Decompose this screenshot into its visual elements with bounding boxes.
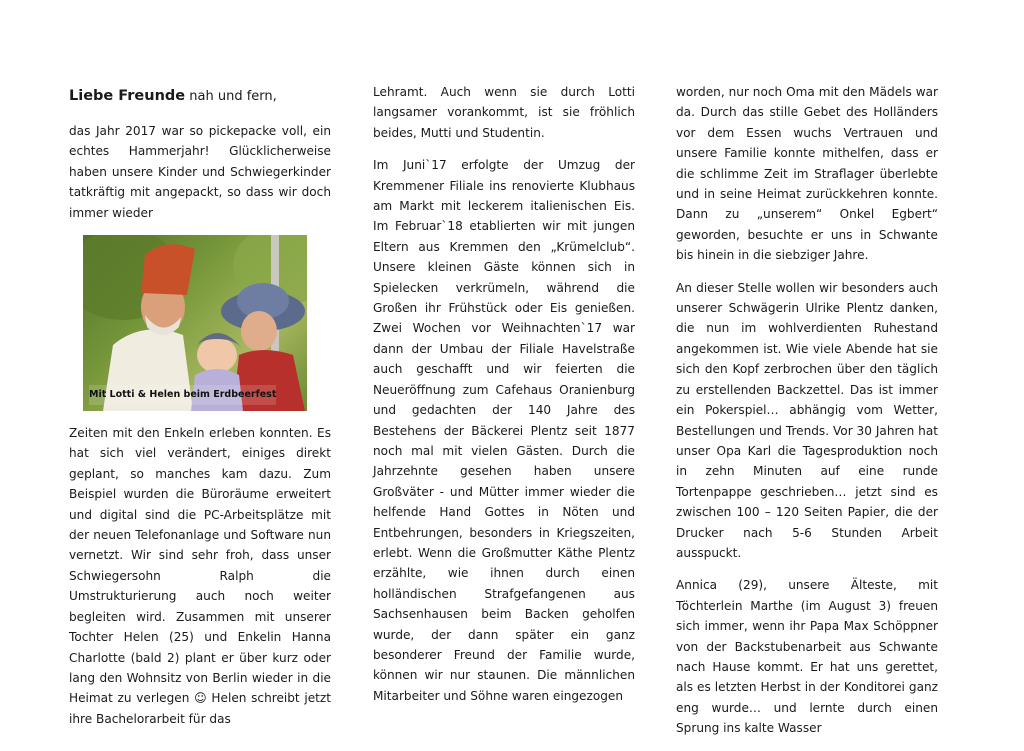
col1-paragraph-2 — [69, 423, 331, 729]
column-2 — [373, 82, 635, 718]
column-1 — [69, 84, 331, 741]
col3-paragraph-1: worden, nur noch Oma mit den Mädels war da. Durch das stille Gebet des Holländers vor dem Essen wuchs Vertrauen und unsere Familie konnte mithelfen, dass er die schlimme Zeit im Straflager überlebte und in seine Heimat zurückkehren konnte. Dann zu „unserem“ Onkel Egbert“ geworden, besuchte er uns in Schwante bis hinein in die siebziger Jahre. — [676, 85, 938, 263]
col3-paragraph-2: An dieser Stelle wollen wir besonders auch unserer Schwägerin Ulrike Plentz danken, die nun im wohlverdienten Ruhestand angekommen ist. Wie viele Abende hat sie sich den Kopf zerbrochen über den täglich zu erstellenden Backzettel. Das ist immer ein Pokerspiel… abhängig vom Wetter, Bestellungen und Trends. Vor 30 Jahren hat unser Opa Karl die Tagesproduktion noch in zehn Minuten auf eine runde Tortenpappe geschrieben… jetzt sind es zwischen 100 – 120 Seiten Papier, die der Drucker nach 5-6 Stunden Arbeit ausspuckt. — [676, 280, 938, 560]
col2-paragraph-1: Lehramt. Auch wenn sie durch Lotti langsamer vorankommt, ist sie fröhlich beides, Mutti und Studentin. — [373, 85, 635, 140]
greeting-rest: nah und fern, — [185, 89, 277, 104]
col1-paragraph-1: das Jahr 2017 war so pickepacke voll, ein echtes Hammerjahr! Glücklicherweise haben unsere Kinder und Schwiegerkinder tatkräftig mit angepackt, so dass wir doch immer wieder — [69, 124, 331, 220]
col3-paragraph-3: Annica (29), unsere Älteste, mit Töchterlein Marthe (im August 3) freuen sich immer, wenn ihr Papa Max Schöppner von der Backstubenarbeit aus Schwante nach Hause kommt. Er hat uns gerettet, als es letzten Herbst in der Konditorei ganz eng wurde… und lernte durch einen Sprung ins kalte Wasser — [676, 578, 938, 736]
greeting-bold: Liebe Freunde — [69, 88, 186, 104]
smiley-icon: ☺ — [194, 691, 207, 706]
photo-caption: Mit Lotti & Helen beim Erdbeerfest — [89, 385, 276, 405]
col1-paragraph-2a: Zeiten mit den Enkeln erleben konnten. Es hat sich viel verändert, einiges direkt geplant, so manches kam dazu. Zum Beispiel wurden die Büroräume erweitert und digital sind die PC-Arbeitsplätze mit der neuen Telefonanlage und Software nun vernetzt. Wir sind sehr froh, dass unser Schwiegersohn Ralph die Umstrukturierung auch noch weiter begleiten wird. Zusammen mit unserer Tochter Helen (25) und Enkelin Hanna Charlotte (bald 2) plant er über kurz oder lang den Wohnsitz von Berlin wieder in die Heimat zu verlegen — [69, 426, 331, 706]
family-photo — [83, 235, 307, 411]
column-3 — [676, 82, 938, 751]
col2-paragraph-2: Im Juni`17 erfolgte der Umzug der Kremmener Filiale ins renovierte Klubhaus am Markt mit leckerem italienischen Eis. Im Februar`18 etablierten wir mit jungen Eltern aus Kremmen den „Krümelclub“. Unsere kleinen Gäste können sich in Spielecken verkrümeln, während die Großen ihr Frühstück oder Eis genießen. Zwei Wochen vor Weihnachten`17 war dann der Umbau der Filiale Havelstraße auch geschafft und wir feierten die Neueröffnung zum Cafehaus Oranienburg und gedachten der 140 Jahre des Bestehens der Bäckerei Plentz seit 1877 noch mal mit vielen Gästen. Durch die Jahrzehnte gesehen haben unsere Großväter - und Mütter immer wieder die helfende Hand Gottes in Nöten und Entbehrungen, besonders in Kriegszeiten, erlebt. Wenn die Großmutter Käthe Plentz erzählte, wie ihnen durch einen holländischen Strafgefangenen aus Sachsenhausen beim Backen geholfen wurde, der dann später ein ganz besonderer Freund der Familie wurde, können wir nur staunen. Die männlichen Mitarbeiter und Söhne waren eingezogen — [373, 158, 635, 703]
col1-paragraph-2b: Helen schreibt jetzt ihre Bachelorarbeit für das — [69, 691, 331, 726]
greeting — [69, 84, 331, 109]
